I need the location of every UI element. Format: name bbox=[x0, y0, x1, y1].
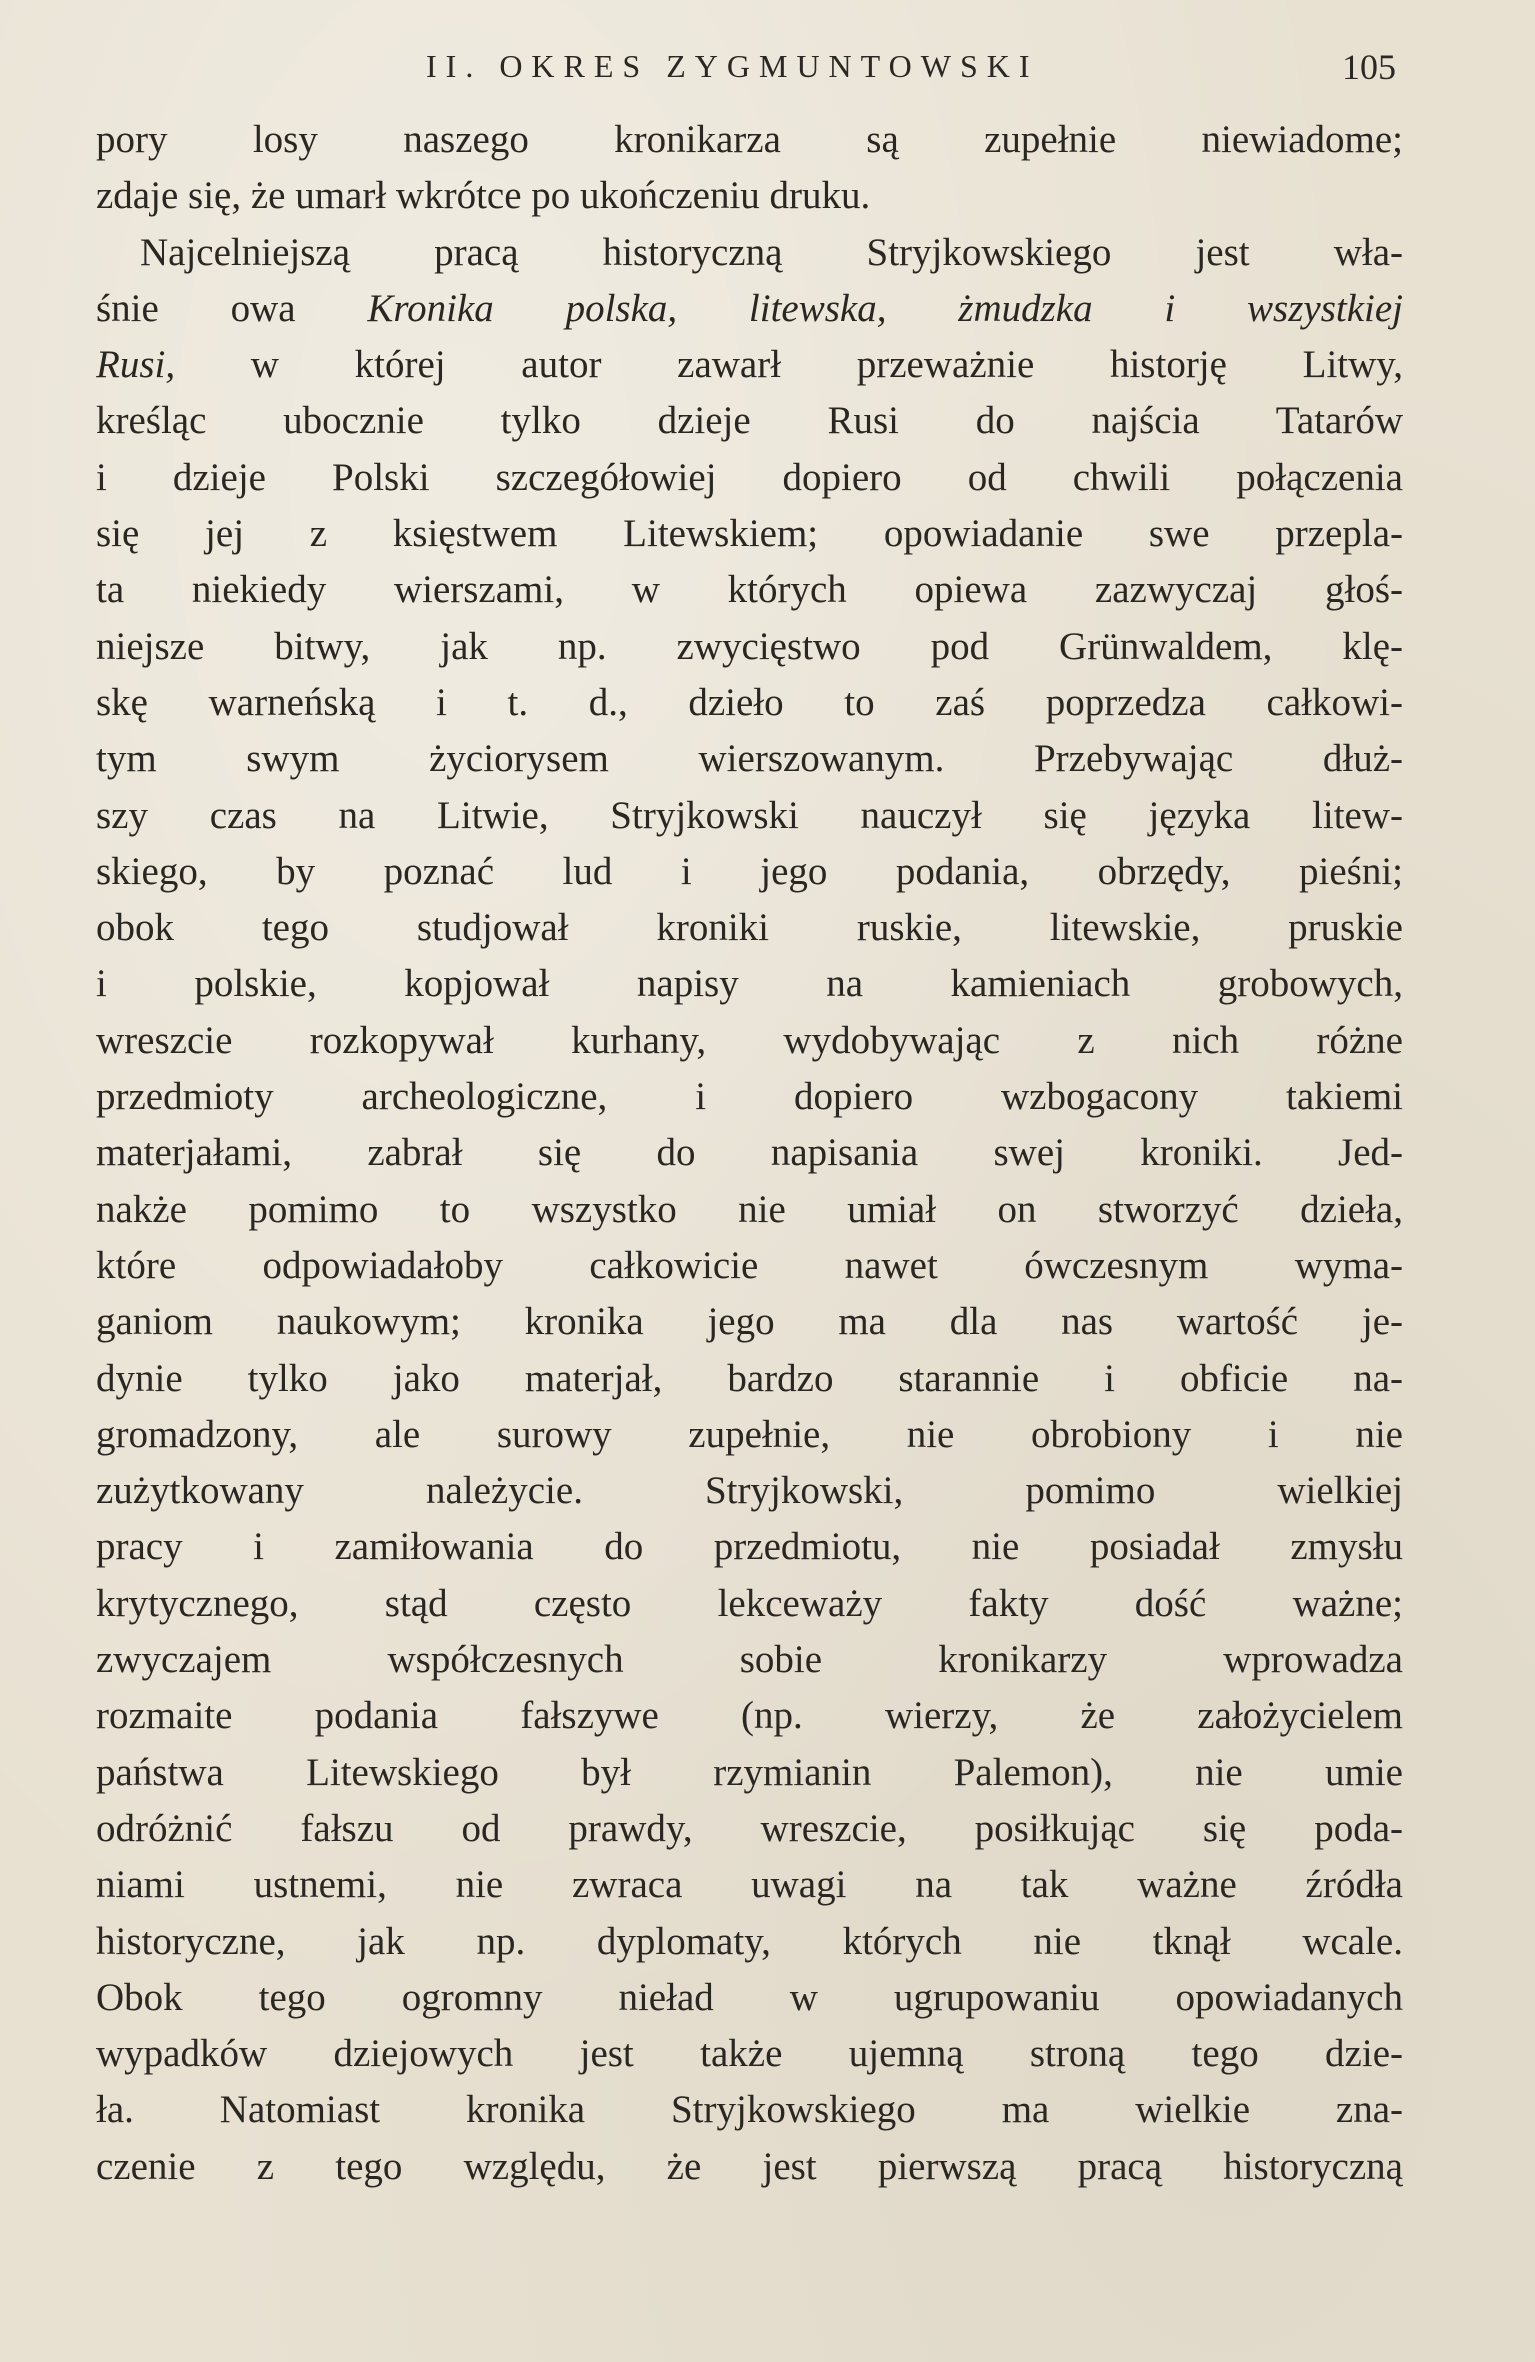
book-title-italic: Kronika polska, litewska, żmudzka i wszystkiej bbox=[367, 286, 1403, 330]
running-title: II. OKRES ZYGMUNTOWSKI bbox=[426, 48, 1039, 84]
text-line: pory losy naszego kronikarza są zupełnie niewiadome; bbox=[96, 118, 1403, 161]
page-number: 105 bbox=[1342, 47, 1396, 87]
text-line: skiego, by poznać lud i jego podania, obrzędy, pieśni; bbox=[96, 849, 1403, 893]
text-line: dynie tylko jako materjał, bardzo starannie i obficie na- bbox=[96, 1356, 1403, 1400]
text-line: niejsze bitwy, jak np. zwycięstwo pod Grünwaldem, klę- bbox=[96, 624, 1403, 668]
text-line: skę warneńską i t. d., dzieło to zaś poprzedza całkowi- bbox=[96, 680, 1403, 724]
text-line: państwa Litewskiego był rzymianin Palemon), nie umie bbox=[96, 1750, 1403, 1794]
text-line: ganiom naukowym; kronika jego ma dla nas wartość je- bbox=[96, 1300, 1403, 1344]
text-line: wypadków dziejowych jest także ujemną stroną tego dzie- bbox=[96, 2032, 1403, 2076]
text-line: nakże pomimo to wszystko nie umiał on stworzyć dzieła, bbox=[96, 1187, 1403, 1231]
text-line bbox=[96, 337, 1403, 393]
text-line: niami ustnemi, nie zwraca uwagi na tak ważne źródła bbox=[96, 1863, 1403, 1907]
text-line: które odpowiadałoby całkowicie nawet ówczesnym wyma- bbox=[96, 1243, 1403, 1287]
text-line: krytycznego, stąd często lekceważy fakty dość ważne; bbox=[96, 1581, 1403, 1625]
text-line: gromadzony, ale surowy zupełnie, nie obrobiony i nie bbox=[96, 1412, 1403, 1456]
text-line: tym swym życiorysem wierszowanym. Przebywając dłuż- bbox=[96, 737, 1403, 781]
text-line: i polskie, kopjował napisy na kamieniach grobowych, bbox=[96, 962, 1403, 1006]
text-line: wreszcie rozkopywał kurhany, wydobywając z nich różne bbox=[96, 1018, 1403, 1062]
text-line: pracy i zamiłowania do przedmiotu, nie posiadał zmysłu bbox=[96, 1525, 1403, 1569]
text-line: się jej z księstwem Litewskiem; opowiadanie swe przepla- bbox=[96, 512, 1403, 556]
text-line: przedmioty archeologiczne, i dopiero wzbogacony takiemi bbox=[96, 1075, 1403, 1119]
text-line: Obok tego ogromny nieład w ugrupowaniu opowiadanych bbox=[96, 1975, 1403, 2019]
book-title-italic-end: Rusi, bbox=[96, 343, 176, 387]
text-line: zużytkowany należycie. Stryjkowski, pomimo wielkiej bbox=[96, 1469, 1403, 1513]
text-fragment: w której autor zawarł przeważnie historję Litwy, bbox=[250, 343, 1403, 387]
text-line: historyczne, jak np. dyplomaty, których nie tknął wcale. bbox=[96, 1919, 1403, 1963]
text-line bbox=[96, 281, 1403, 337]
body-text bbox=[96, 112, 1403, 2195]
text-line: czenie z tego względu, że jest pierwszą pracą historyczną bbox=[96, 2144, 1403, 2188]
text-line: odróżnić fałszu od prawdy, wreszcie, posiłkując się poda- bbox=[96, 1806, 1403, 1850]
text-line: Najcelniejszą pracą historyczną Stryjkowskiego jest wła- bbox=[140, 230, 1403, 274]
text-line: obok tego studjował kroniki ruskie, litewskie, pruskie bbox=[96, 906, 1403, 950]
text-line: szy czas na Litwie, Stryjkowski nauczył się języka litew- bbox=[96, 793, 1403, 837]
text-line: i dzieje Polski szczegółowiej dopiero od chwili połączenia bbox=[96, 455, 1403, 499]
text-line: zdaje się, że umarł wkrótce po ukończeniu druku. bbox=[96, 174, 871, 218]
text-line: rozmaite podania fałszywe (np. wierzy, że założycielem bbox=[96, 1694, 1403, 1738]
running-header bbox=[96, 44, 1396, 94]
text-line: ła. Natomiast kronika Stryjkowskiego ma wielkie zna- bbox=[96, 2088, 1403, 2132]
text-fragment: śnie owa bbox=[96, 286, 296, 330]
text-line: kreśląc ubocznie tylko dzieje Rusi do najścia Tatarów bbox=[96, 399, 1403, 443]
text-line: ta niekiedy wierszami, w których opiewa zazwyczaj głoś- bbox=[96, 568, 1403, 612]
text-line: zwyczajem współczesnych sobie kronikarzy wprowadza bbox=[96, 1638, 1403, 1682]
text-line: materjałami, zabrał się do napisania swej kroniki. Jed- bbox=[96, 1131, 1403, 1175]
